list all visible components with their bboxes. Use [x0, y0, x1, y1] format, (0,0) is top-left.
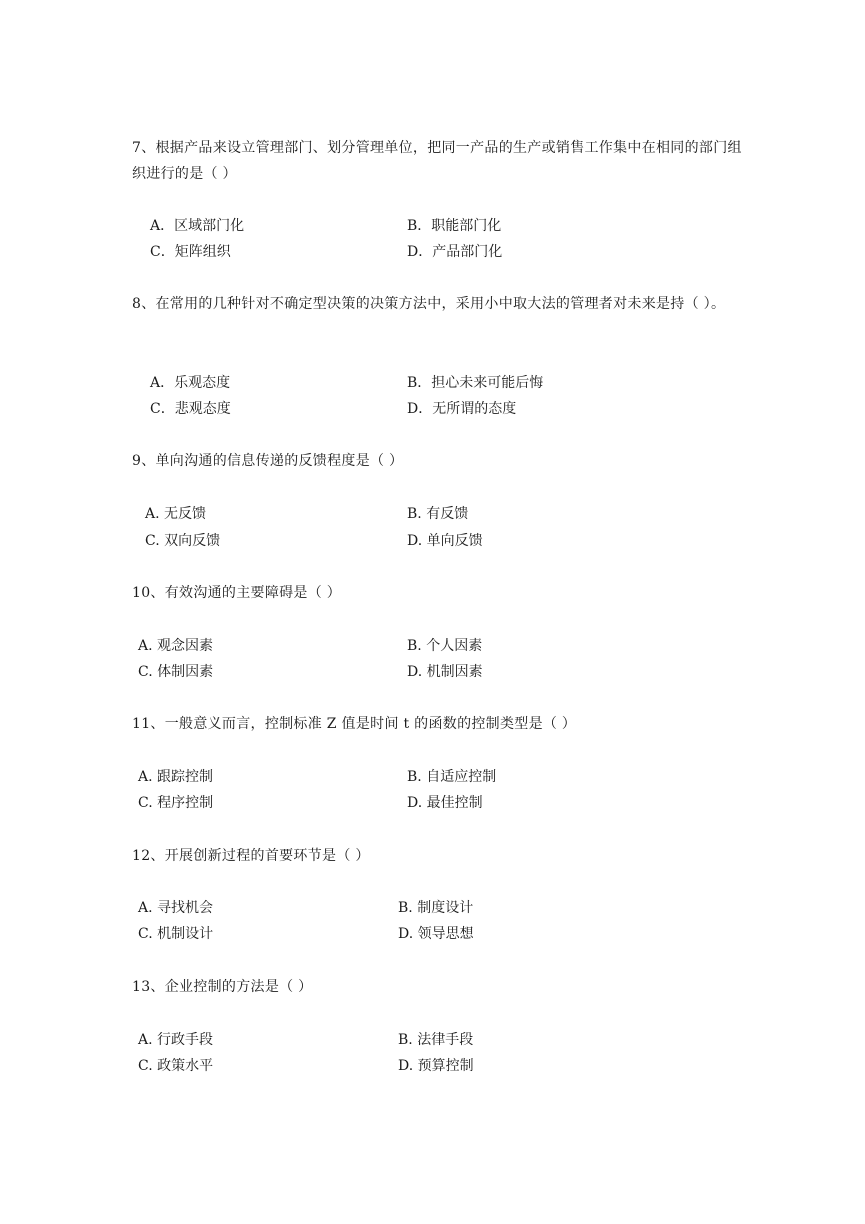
question-11-option-b: B. 自适应控制 — [407, 769, 497, 785]
question-12-option-c: C. 机制设计 — [138, 926, 214, 942]
question-8-option-a: A．乐观态度 — [150, 375, 231, 391]
question-11-option-c: C. 程序控制 — [138, 795, 214, 811]
question-7-option-c: C．矩阵组织 — [150, 244, 231, 260]
question-10-option-a: A. 观念因素 — [138, 638, 214, 654]
question-7-stem: 7、根据产品来设立管理部门、划分管理单位，把同一产品的生产或销售工作集中在相同的部门组织进行的是（ ） — [132, 140, 742, 182]
question-13-option-d: D. 预算控制 — [398, 1058, 474, 1074]
question-9-option-c: C. 双向反馈 — [145, 533, 221, 549]
question-9-stem: 9、单向沟通的信息传递的反馈程度是（ ） — [132, 453, 404, 469]
question-12-option-b: B. 制度设计 — [398, 900, 474, 916]
question-12-option-a: A. 寻找机会 — [138, 900, 214, 916]
question-7-option-d: D．产品部门化 — [407, 244, 503, 260]
question-9-option-a: A. 无反馈 — [145, 506, 207, 522]
question-8-option-b: B．担心未来可能后悔 — [407, 375, 544, 391]
question-11-option-a: A. 跟踪控制 — [138, 769, 214, 785]
question-10-stem: 10、有效沟通的主要障碍是（ ） — [132, 585, 342, 601]
question-13-option-b: B. 法律手段 — [398, 1032, 474, 1048]
question-13-option-c: C. 政策水平 — [138, 1058, 214, 1074]
question-9-option-d: D. 单向反馈 — [407, 533, 483, 549]
question-13-stem: 13、企业控制的方法是（ ） — [132, 979, 313, 995]
question-11-option-d: D. 最佳控制 — [407, 795, 483, 811]
question-11-stem: 11、一般意义而言，控制标准 Z 值是时间 t 的函数的控制类型是（ ） — [132, 716, 577, 732]
question-8-stem: 8、在常用的几种针对不确定型决策的决策方法中，采用小中取大法的管理者对未来是持（ ）。 — [132, 296, 726, 312]
question-9-option-b: B. 有反馈 — [407, 506, 469, 522]
question-10-option-c: C. 体制因素 — [138, 664, 214, 680]
question-8-option-d: D．无所谓的态度 — [407, 401, 517, 417]
question-10-option-b: B. 个人因素 — [407, 638, 483, 654]
question-7-option-b: B．职能部门化 — [407, 218, 502, 234]
question-13-option-a: A. 行政手段 — [138, 1032, 214, 1048]
question-12-stem: 12、开展创新过程的首要环节是（ ） — [132, 848, 370, 864]
question-7-option-a: A．区域部门化 — [150, 218, 245, 234]
question-10-option-d: D. 机制因素 — [407, 664, 483, 680]
question-8-option-c: C．悲观态度 — [150, 401, 231, 417]
question-12-option-d: D. 领导思想 — [398, 926, 474, 942]
